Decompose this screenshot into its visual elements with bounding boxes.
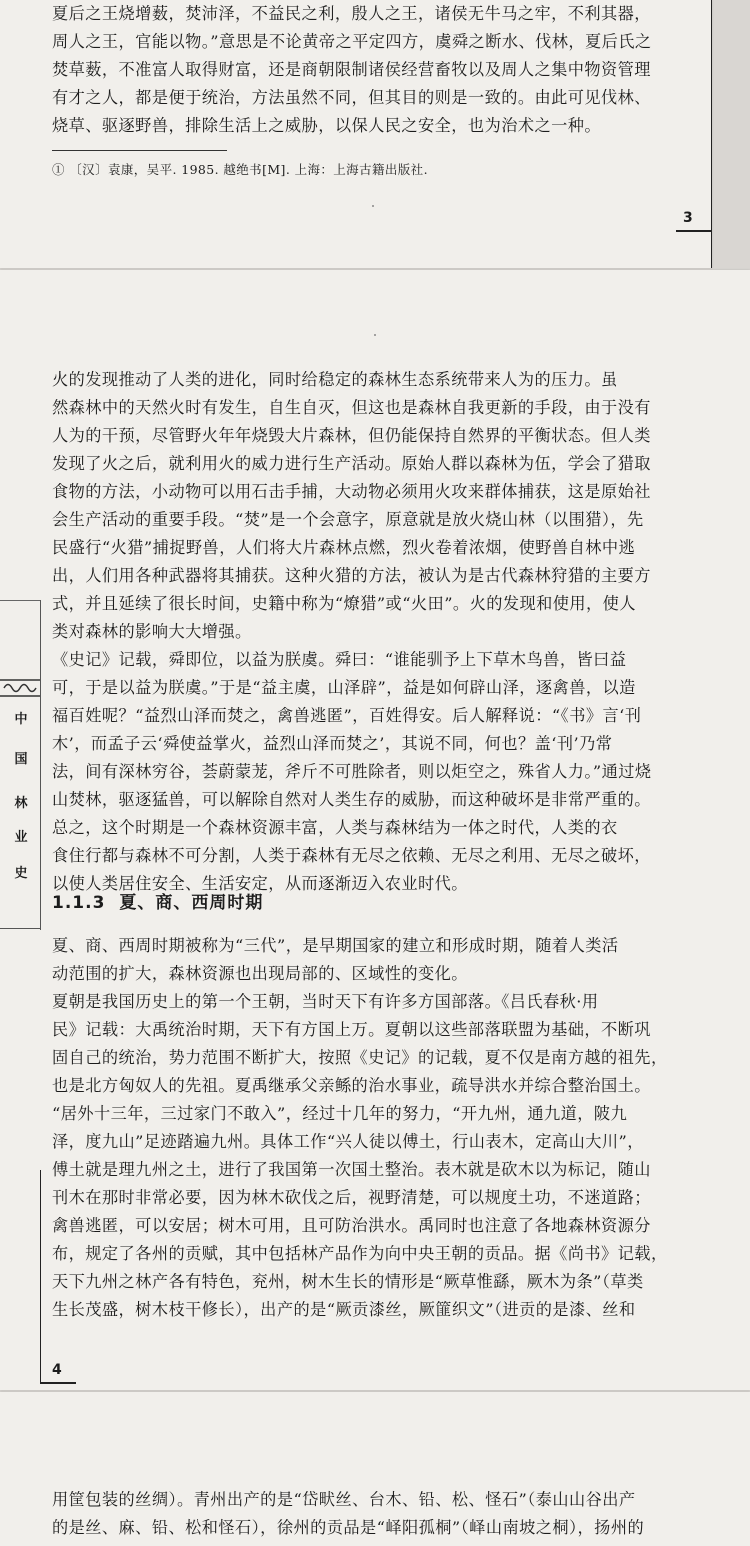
text-line: 发现了火之后，就利用火的威力进行生产活动。原始人群以森林为伍，学会了猎取 bbox=[52, 454, 651, 473]
page-edge-line bbox=[40, 1170, 41, 1384]
body-paragraph bbox=[52, 988, 702, 1324]
page-number: 4 bbox=[52, 1362, 62, 1378]
text-line: 类对森林的影响大大增强。 bbox=[52, 622, 252, 641]
page-edge-line bbox=[711, 0, 712, 268]
sidebar-char: 林 bbox=[14, 796, 28, 811]
print-speck bbox=[372, 205, 374, 207]
text-line: 法，间有深林穷谷，荟蔚蒙茏，斧斤不可胜除者，则以炬空之，殊省人力。”通过烧 bbox=[52, 762, 652, 781]
text-line: 天下九州之林产各有特色，兖州，树木生长的情形是“厥草惟繇，厥木为条”（草类 bbox=[52, 1272, 644, 1291]
sidebar-box bbox=[0, 600, 40, 679]
text-line: 也是北方匈奴人的先祖。夏禹继承父亲鲧的治水事业，疏导洪水并综合整治国土。 bbox=[52, 1076, 651, 1095]
body-paragraph bbox=[52, 646, 702, 814]
body-paragraph bbox=[52, 1486, 702, 1542]
text-line: 人为的干预，尽管野火年年烧毁大片森林，但仍能保持自然界的平衡状态。但人类 bbox=[52, 426, 651, 445]
body-paragraph bbox=[52, 932, 702, 988]
text-line: 夏后之王烧增薮，焚沛泽，不益民之利，殷人之王，诸侯无牛马之牢，不利其器， bbox=[52, 4, 651, 23]
sidebar-char: 中 bbox=[14, 712, 28, 727]
footnote-rule bbox=[52, 150, 227, 151]
body-paragraph bbox=[52, 814, 702, 898]
section-heading bbox=[52, 888, 263, 913]
running-sidebar bbox=[0, 600, 41, 930]
book-page-5 bbox=[0, 1392, 750, 1546]
text-line: 民盛行“火猎”捕捉野兽，人们将大片森林点燃，烈火卷着浓烟，使野兽自林中逃 bbox=[52, 538, 636, 557]
text-line: 傅土就是理九州之土，进行了我国第一次国土整治。表木就是砍木以为标记，随山 bbox=[52, 1160, 651, 1179]
text-line: 山焚林，驱逐猛兽，可以解除自然对人类生存的威胁，而这种破坏是非常严重的。 bbox=[52, 790, 651, 809]
text-line: 固自己的统治，势力范围不断扩大，按照《史记》的记载，夏不仅是南方越的祖先， bbox=[52, 1048, 668, 1067]
text-line: 总之，这个时期是一个森林资源丰富，人类与森林结为一体之时代，人类的衣 bbox=[52, 818, 618, 837]
sidebar-rule bbox=[0, 928, 40, 929]
text-line: 出，人们用各种武器将其捕获。这种火猎的方法，被认为是古代森林狩猎的主要方 bbox=[52, 566, 651, 585]
text-line: 会生产活动的重要手段。“焚”是一个会意字，原意就是放火烧山林（以围猎），先 bbox=[52, 510, 644, 529]
print-speck bbox=[374, 334, 376, 336]
book-page-3 bbox=[0, 0, 712, 268]
text-line: 有才之人，都是便于统治，方法虽然不同，但其目的则是一致的。由此可见伐林、 bbox=[52, 88, 651, 107]
text-line: 福百姓呢？“益烈山泽而焚之，禽兽逃匿”，百姓得安。后人解释说：“《书》言‘刊 bbox=[52, 706, 642, 725]
text-line: 刊木在那时非常必要，因为林木砍伐之后，视野清楚，可以规度土功，不迷道路； bbox=[52, 1188, 651, 1207]
text-line: 动范围的扩大，森林资源也出现局部的、区域性的变化。 bbox=[52, 964, 468, 983]
text-line: “居外十三年，三过家门不敢入”，经过十几年的努力，“开九州，通九道，陂九 bbox=[52, 1104, 628, 1123]
body-paragraph bbox=[52, 366, 702, 646]
text-line: 食物的方法，小动物可以用石击手捕，大动物必须用火攻来群体捕获，这是原始社 bbox=[52, 482, 651, 501]
text-line: 以使人类居住安全、生活安定，从而逐渐迈入农业时代。 bbox=[52, 874, 468, 893]
text-line: 然森林中的天然火时有发生，自生自灭，但这也是森林自我更新的手段，由于没有 bbox=[52, 398, 651, 417]
book-page-4 bbox=[0, 270, 750, 1390]
text-line: 用筐包装的丝绸）。青州出产的是“岱畎丝、台木、铅、松、怪石”（泰山山谷出产 bbox=[52, 1490, 636, 1509]
text-line: 周人之王，官能以物。”意思是不论黄帝之平定四方，虞舜之断水、伐林，夏后氏之 bbox=[52, 32, 652, 51]
footnote: ① 〔汉〕袁康，吴平. 1985. 越绝书[M]. 上海：上海古籍出版社. bbox=[52, 162, 428, 177]
text-line: 木’，而孟子云‘舜使益掌火，益烈山泽而焚之’，其说不同，何也？盖‘刊’乃常 bbox=[52, 734, 613, 753]
text-line: 生长茂盛，树木枝干修长），出产的是“厥贡漆丝，厥篚织文”（进贡的是漆、丝和 bbox=[52, 1300, 636, 1319]
text-line: 布，规定了各州的贡赋，其中包括林产品作为向中央王朝的贡品。据《尚书》记载， bbox=[52, 1244, 668, 1263]
text-line: 夏朝是我国历史上的第一个王朝，当时天下有许多方国部落。《吕氏春秋·用 bbox=[52, 992, 599, 1011]
text-line: 焚草薮，不准富人取得财富，还是商朝限制诸侯经营畜牧以及周人之集中物资管理 bbox=[52, 60, 651, 79]
text-line: 式，并且延续了很长时间，史籍中称为“燎猎”或“火田”。火的发现和使用，使人 bbox=[52, 594, 636, 613]
sidebar-char: 史 bbox=[14, 866, 28, 881]
section-number: 1.1.3 bbox=[52, 893, 106, 913]
text-line: 火的发现推动了人类的进化，同时给稳定的森林生态系统带来人为的压力。虽 bbox=[52, 370, 618, 389]
text-line: 可，于是以益为朕虞。”于是“益主虞，山泽辟”，益是如何辟山泽，逐禽兽，以造 bbox=[52, 678, 636, 697]
ornament-icon bbox=[0, 678, 40, 698]
page-number: 3 bbox=[683, 210, 693, 226]
text-line: 的是丝、麻、铅、松和怪石），徐州的贡品是“峄阳孤桐”（峄山南坡之桐），扬州的 bbox=[52, 1518, 645, 1537]
text-line: 民》记载：大禹统治时期，天下有方国上万。夏朝以这些部落联盟为基础，不断巩 bbox=[52, 1020, 651, 1039]
text-line: 泽，度九山”足迹踏遍九州。具体工作“兴人徒以傅土，行山表木，定高山大川”， bbox=[52, 1132, 644, 1151]
text-line: 《史记》记载，舜即位，以益为朕虞。舜曰：“谁能驯予上下草木鸟兽，皆曰益 bbox=[52, 650, 627, 669]
text-line: 禽兽逃匿，可以安居；树木可用，且可防治洪水。禹同时也注意了各地森林资源分 bbox=[52, 1216, 651, 1235]
section-title: 夏、商、西周时期 bbox=[119, 893, 264, 913]
body-paragraph bbox=[52, 0, 702, 140]
sidebar-char: 业 bbox=[14, 830, 28, 845]
text-line: 食住行都与森林不可分割，人类于森林有无尽之依赖、无尽之利用、无尽之破坏， bbox=[52, 846, 651, 865]
page-number-rule bbox=[676, 230, 712, 232]
page-number-rule bbox=[40, 1382, 76, 1384]
text-line: 夏、商、西周时期被称为“三代”，是早期国家的建立和形成时期，随着人类活 bbox=[52, 936, 619, 955]
sidebar-char: 国 bbox=[14, 752, 28, 767]
text-line: 烧草、驱逐野兽，排除生活上之威胁，以保人民之安全，也为治术之一种。 bbox=[52, 116, 602, 135]
